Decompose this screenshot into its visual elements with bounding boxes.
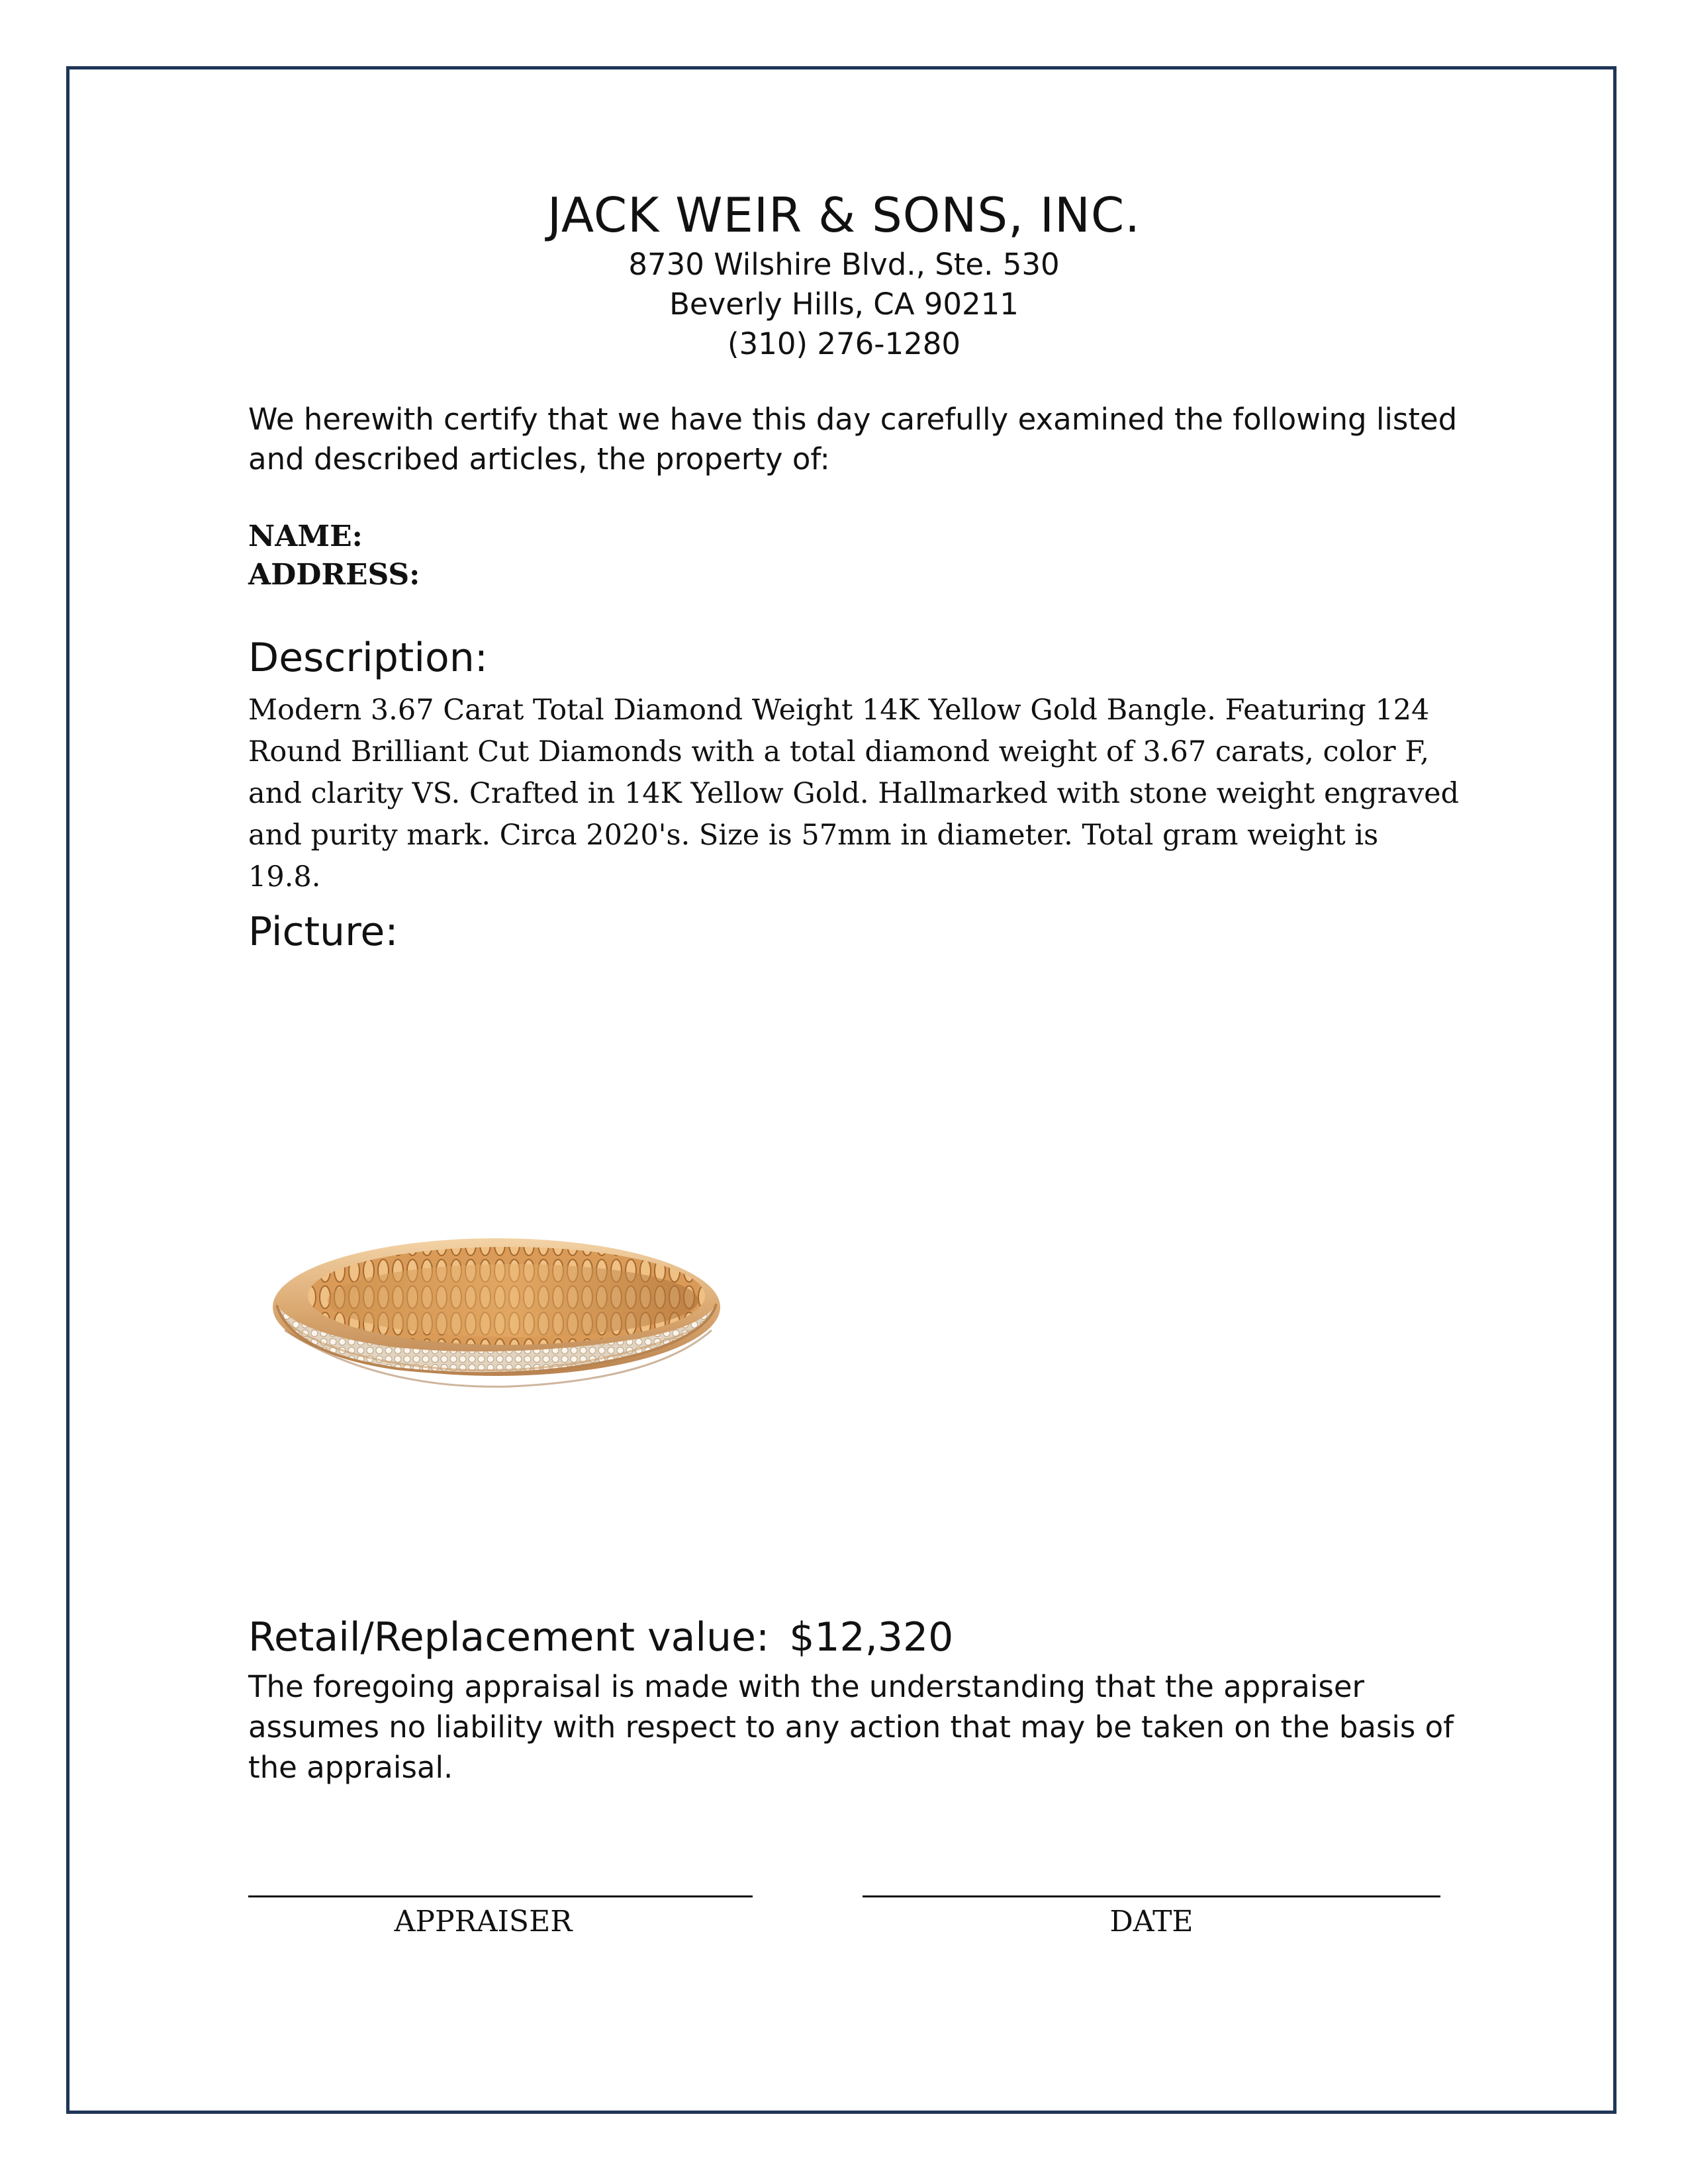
picture-heading: Picture: <box>248 909 399 955</box>
certification-statement: We herewith certify that we have this day carefully examined the following listed and described articles, the property of: <box>248 402 1458 477</box>
company-phone: (310) 276-1280 <box>727 326 961 361</box>
appraiser-signature-line <box>248 1895 753 1897</box>
replacement-value-amount: $12,320 <box>789 1614 954 1661</box>
diamond-bangle-photo-icon <box>245 1019 755 1529</box>
company-address-city: Beverly Hills, CA 90211 <box>669 287 1019 322</box>
company-name: JACK WEIR & SONS, INC. <box>547 187 1141 243</box>
appraiser-label: APPRAISER <box>394 1905 573 1938</box>
replacement-value-label: Retail/Replacement value: <box>248 1614 770 1661</box>
replacement-value <box>248 1612 953 1662</box>
date-label: DATE <box>1109 1905 1194 1938</box>
owner-name-label: NAME: <box>248 520 363 553</box>
owner-address-label: ADDRESS: <box>248 558 420 592</box>
description-heading: Description: <box>248 635 488 681</box>
disclaimer-text: The foregoing appraisal is made with the understanding that the appraiser assumes no liability with respect to any action that may be taken on the basis of the appraisal. <box>248 1669 1454 1785</box>
date-signature-line <box>863 1895 1440 1897</box>
company-address-street: 8730 Wilshire Blvd., Ste. 530 <box>628 247 1060 282</box>
description-text: Modern 3.67 Carat Total Diamond Weight 14K Yellow Gold Bangle. Featuring 124 Round Brilliant Cut Diamonds with a total diamond weight of 3.67 carats, color F, and clarity VS. Crafted in 14K Yellow Gold. Hallmarked with stone weight engraved and purity mark. Circa 2020's. Size is 57mm in diameter. Total gram weight is 19.8. <box>248 694 1460 893</box>
item-photo <box>245 1019 755 1529</box>
letterhead <box>0 185 1688 364</box>
